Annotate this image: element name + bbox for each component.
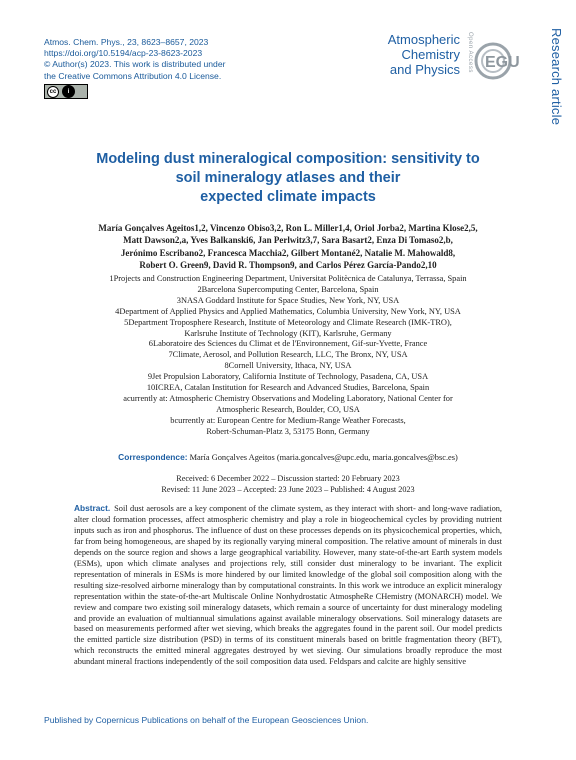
affiliation: 1Projects and Construction Engineering Department, Universitat Politècnica de Catalunya, Terrassa, Spain: [109, 274, 467, 283]
abstract: [74, 503, 502, 721]
correspondence-label: Correspondence:: [118, 452, 188, 462]
title-line: soil mineralogy atlases and their: [175, 170, 401, 186]
affiliation: Robert-Schuman-Platz 3, 53175 Bonn, Germany: [206, 426, 370, 436]
affiliation: 10ICREA, Catalan Institution for Research and Advanced Studies, Barcelona, Spain: [146, 383, 430, 393]
copyright: © Author(s) 2023. This work is distributed under: [44, 59, 226, 70]
citation-block: [44, 37, 304, 82]
title-line: Modeling dust mineralogical composition: sensitivity to: [96, 151, 480, 167]
affiliation: acurrently at: Atmospheric Chemistry Observations and Modeling Laboratory, National Center for: [123, 393, 453, 403]
publication-dates: [60, 473, 516, 495]
abstract-text: Soil dust aerosols are a key component of the climate system, as they interact with short- and long-wave radiation, alter cloud formation processes, affect atmospheric chemistry and play a role in biogeochemical cycles by providing nutrient inputs such as iron and phosphorus. The influence of dust on these processes depends on its physicochemical properties, which, far from being homogeneous, are shaped by its regionally varying mineral composition. The relative amount of minerals in dust depends on the source region and shows a large geographical variability. However, many state-of-the-art Earth system models (ESMs), upon which climate analyses and projections rely, still consider dust mineralogy to be invariant. The explicit representation of minerals in ESMs is more hindered by our limited knowledge of the global soil composition along with the resulting size-resolved airborne mineralogy than by computational constraints. In this work we introduce an explicit mineralogy representation within the state-of-the-art Multiscale Online Nonhydrostatic AtmospheRe CHemistry (MONARCH) model. We review and compare two existing soil mineralogy datasets, which remain a source of uncertainty for dust mineralogy modeling and provide an evaluation of multiannual simulations against available mineralogy observations. Soil mineralogy datasets are based on measurements performed after wet sieving, which breaks the aggregates found in the parent soil. Our model predicts the emitted particle size distribution (PSD) in terms of its constituent minerals based on brittle fragmentation theory (BFT), which reconstructs the emitted mineral aggregates destroyed by wet sieving. Our simulations broadly reproduce the most abundant mineral fractions independently of the soil composition data used. Feldspars and calcite are highly sensitive: [74, 504, 502, 667]
affiliation: 9Jet Propulsion Laboratory, California Institute of Technology, Pasadena, CA, USA: [147, 372, 429, 382]
date-line: Received: 6 December 2022 – Discussion started: 20 February 2023: [176, 474, 400, 483]
affiliation: 6Laboratoire des Sciences du Climat et de l'Environnement, Gif-sur-Yvette, France: [148, 339, 428, 349]
license: the Creative Commons Attribution 4.0 License.: [44, 70, 222, 81]
author-line: María Gonçalves Ageitos1,2, Vincenzo Obiso3,2, Ron L. Miller1,4, Oriol Jorba2, Martina Klose2,5,: [98, 223, 478, 233]
affiliation: 5Department Troposphere Research, Institute of Meteorology and Climate Research (IMK-TRO),: [124, 317, 452, 327]
by-icon: i: [62, 85, 75, 98]
affiliation: 8Cornell University, Ithaca, NY, USA: [224, 361, 352, 371]
affiliation: 2Barcelona Supercomputing Center, Barcelona, Spain: [197, 284, 379, 294]
affiliation: 7Climate, Aerosol, and Pollution Research, LLC, The Bronx, NY, USA: [168, 350, 408, 360]
affiliation: 3NASA Goddard Institute for Space Studies, New York, NY, USA: [176, 295, 400, 305]
cc-icon: cc: [47, 86, 59, 98]
affiliation: Atmospheric Research, Boulder, CO, USA: [216, 404, 360, 414]
logo-text: EGU: [485, 54, 520, 71]
author-line: Jerónimo Escribano2, Francesca Macchia2, Gilbert Montané2, Natalie M. Mahowald8,: [120, 247, 456, 258]
article-type-label: Research article: [549, 28, 564, 126]
publisher-footer: Published by Copernicus Publications on behalf of the European Geosciences Union.: [44, 715, 369, 725]
affiliation: 4Department of Applied Physics and Applied Mathematics, Columbia University, New York, NY, USA: [115, 306, 461, 316]
egu-logo-icon: [472, 40, 522, 82]
correspondence: [60, 452, 516, 462]
author-list: [60, 222, 516, 271]
author-line: Matt Dawson2,a, Yves Balkanski6, Jan Perlwitz3,7, Sara Basart2, Enza Di Tomaso2,b,: [123, 235, 453, 246]
author-line: Robert O. Green9, David R. Thompson9, and Carlos Pérez García-Pando2,10: [139, 259, 437, 270]
open-access-label: Open Access: [467, 32, 473, 73]
citation: Atmos. Chem. Phys., 23, 8623–8657, 2023: [44, 37, 209, 47]
date-line: Revised: 11 June 2023 – Accepted: 23 June 2023 – Published: 4 August 2023: [161, 485, 415, 494]
affiliation: Karlsruhe Institute of Technology (KIT), Karlsruhe, Germany: [184, 328, 392, 338]
correspondence-text[interactable]: María Gonçalves Ageitos (maria.goncalves@upc.edu, maria.goncalves@bsc.es): [189, 453, 458, 462]
paper-title: [60, 150, 516, 207]
journal-name: Atmospheric Chemistry and Physics: [387, 32, 460, 77]
cc-by-badge-icon[interactable]: [44, 84, 88, 99]
abstract-label: Abstract.: [74, 503, 111, 513]
affiliation: bcurrently at: European Centre for Medium-Range Weather Forecasts,: [170, 415, 406, 425]
doi-link[interactable]: https://doi.org/10.5194/acp-23-8623-2023: [44, 48, 203, 59]
title-line: expected climate impacts: [200, 189, 376, 205]
affiliation-list: [60, 274, 516, 438]
